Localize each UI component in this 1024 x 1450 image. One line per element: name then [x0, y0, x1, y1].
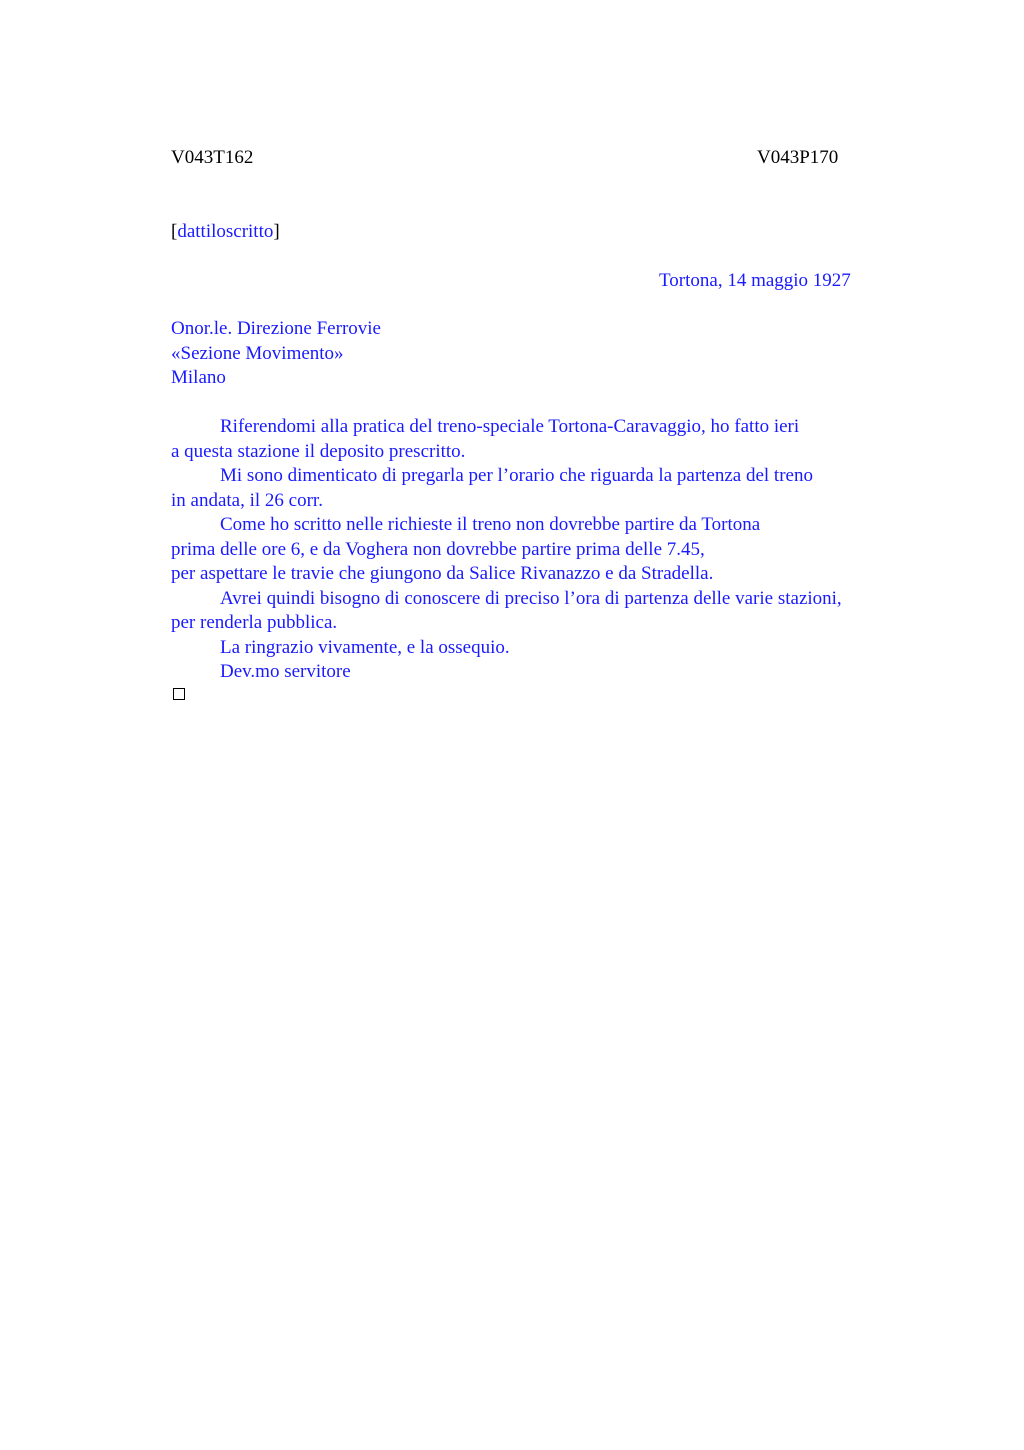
- body-line: prima delle ore 6, e da Voghera non dovrebbe partire prima delle 7.45,: [171, 538, 705, 560]
- recipient-address: [171, 317, 381, 391]
- body-line: per aspettare le travie che giungono da Salice Rivanazzo e da Stradella.: [171, 563, 714, 584]
- letter-body: [171, 415, 911, 685]
- document-code-left: V043T162: [171, 147, 254, 168]
- editorial-note: [171, 220, 280, 245]
- document-code-right: V043P170: [757, 147, 839, 168]
- end-marker-square-icon: [173, 688, 185, 700]
- body-line: Mi sono dimenticato di pregarla per l’orario che riguarda la partenza del treno: [220, 465, 813, 486]
- note-open-bracket: [: [171, 221, 178, 242]
- body-line: Riferendomi alla pratica del treno-speciale Tortona-Caravaggio, ho fatto ieri: [220, 416, 800, 437]
- body-line: Come ho scritto nelle richieste il treno non dovrebbe partire da Tortona: [220, 514, 761, 535]
- address-line: Onor.le. Direzione Ferrovie: [171, 318, 381, 339]
- body-line: a questa stazione il deposito prescritto.: [171, 440, 466, 462]
- body-line: La ringrazio vivamente, e la ossequio.: [220, 636, 510, 658]
- body-line: per renderla pubblica.: [171, 612, 338, 633]
- body-line: Avrei quindi bisogno di conoscere di preciso l’ora di partenza delle varie stazioni,: [220, 587, 842, 609]
- address-line: Milano: [171, 367, 226, 388]
- note-text: dattiloscritto: [177, 221, 274, 242]
- address-line: «Sezione Movimento»: [171, 342, 344, 364]
- body-line: Dev.mo servitore: [220, 661, 351, 682]
- body-line: in andata, il 26 corr.: [171, 489, 323, 511]
- date-line: Tortona, 14 maggio 1927: [659, 270, 851, 291]
- note-close-bracket: ]: [273, 221, 280, 242]
